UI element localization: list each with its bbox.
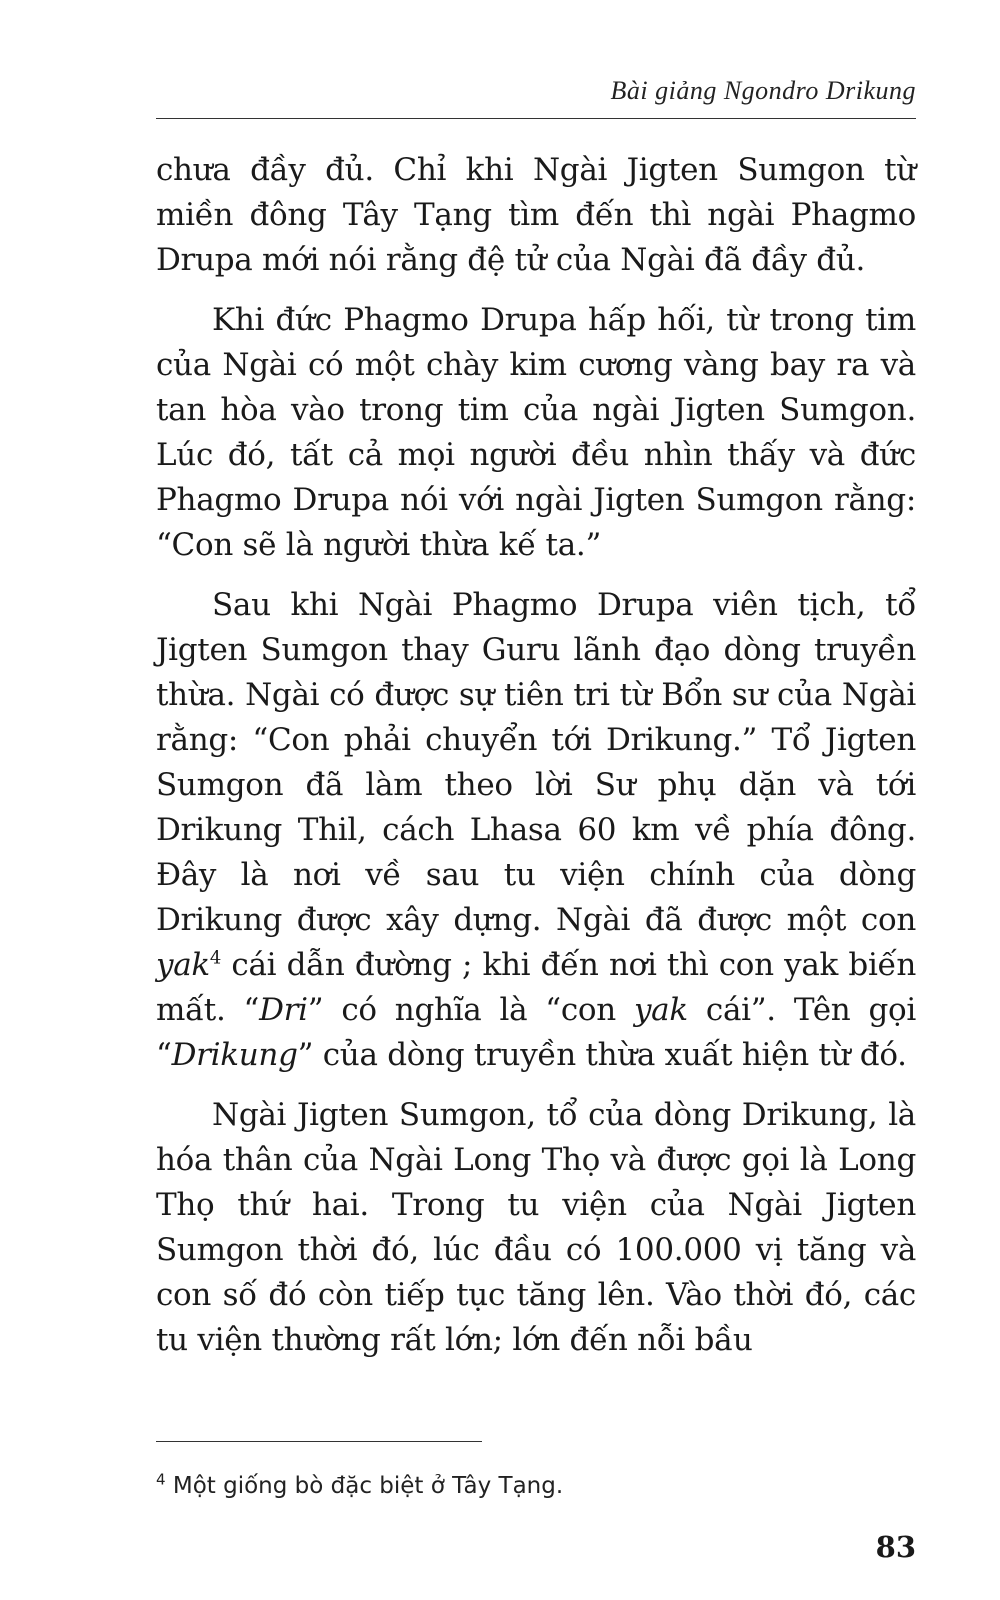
term-dri: Dri xyxy=(259,992,308,1028)
body-text xyxy=(156,148,916,1378)
paragraph-2: Khi đức Phagmo Drupa hấp hối, từ trong tim của Ngài có một chày kim cương vàng bay ra và tan hòa vào trong tim của ngài Jigten Sumgon. Lúc đó, tất cả mọi người đều nhìn thấy và đức Phagmo Drupa nói với ngài Jigten Sumgon rằng: “Con sẽ là người thừa kế ta.” xyxy=(156,302,916,563)
header-rule xyxy=(156,118,916,119)
paragraph-1: chưa đầy đủ. Chỉ khi Ngài Jigten Sumgon từ miền đông Tây Tạng tìm đến thì ngài Phagmo Drupa mới nói rằng đệ tử của Ngài đã đầy đủ. xyxy=(156,152,916,278)
term-yak: yak xyxy=(156,947,210,983)
footnote xyxy=(156,1470,916,1502)
term-drikung: Drikung xyxy=(171,1037,298,1073)
paragraph-3-text-5: ” của dòng truyền thừa xuất hiện từ đó. xyxy=(297,1037,907,1073)
paragraph-3-text-3: ” có nghĩa là “con xyxy=(307,992,634,1028)
footnote-rule xyxy=(156,1441,482,1442)
paragraph-3-text-4: cái”. Tên gọi “ xyxy=(156,992,916,1073)
footnote-number: 4 xyxy=(156,1470,166,1489)
footnote-text: Một giống bò đặc biệt ở Tây Tạng. xyxy=(165,1473,564,1499)
paragraph-3-text-2: cái dẫn đường ; khi đến nơi thì con yak biến mất. “ xyxy=(156,947,916,1028)
paragraph-3-text-1: Sau khi Ngài Phagmo Drupa viên tịch, tổ Jigten Sumgon thay Guru lãnh đạo dòng truyền thừa. Ngài có được sự tiên tri từ Bổn sư của Ngài rằng: “Con phải chuyển tới Drikung.” Tổ Jigten Sumgon đã làm theo lời Sư phụ dặn và tới Drikung Thil, cách Lhasa 60 km về phía đông. Đây là nơi về sau tu viện chính của dòng Drikung được xây dựng. Ngài đã được một con xyxy=(156,587,916,938)
footnote-reference[interactable]: 4 xyxy=(209,947,222,969)
running-header: Bài giảng Ngondro Drikung xyxy=(610,76,916,105)
page-number: 83 xyxy=(875,1530,916,1564)
term-yak-2: yak xyxy=(633,992,688,1028)
paragraph-3 xyxy=(156,583,916,1078)
paragraph-4: Ngài Jigten Sumgon, tổ của dòng Drikung, là hóa thân của Ngài Long Thọ và được gọi là Long Thọ thứ hai. Trong tu viện của Ngài Jigten Sumgon thời đó, lúc đầu có 100.000 vị tăng và con số đó còn tiếp tục tăng lên. Vào thời đó, các tu viện thường rất lớn; lớn đến nỗi bầu xyxy=(156,1097,916,1358)
